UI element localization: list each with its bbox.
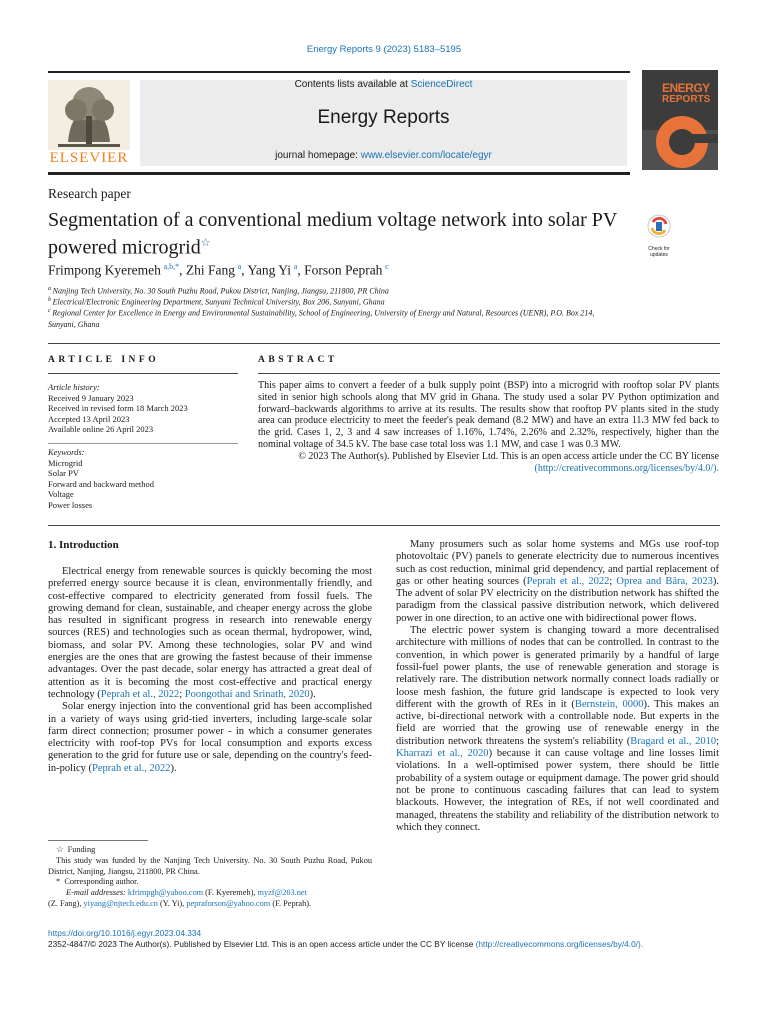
footnote-mark: ☆ [56,845,64,854]
author-affil-mark[interactable]: a,b,* [163,262,180,271]
email-link[interactable]: myzf@263.net [257,888,307,898]
sciencedirect-link[interactable]: ScienceDirect [410,79,473,90]
article-title-text: Segmentation of a conventional medium voltage network into solar PV powered microgrid [48,209,617,259]
header-rule-top [48,71,630,73]
affiliation-text: Nanjing Tech University, No. 30 South Puzhu Road, Pukou District, Nanjing, Jiangsu, 211800, PR China [52,286,389,296]
abstract-text [258,380,719,474]
affiliation-mark: a [48,286,51,292]
citation-link[interactable]: Bernstein, 0000 [574,698,644,710]
journal-citation[interactable]: Energy Reports 9 (2023) 5183–5195 [306,44,462,55]
corresponding-text: Corresponding author. [64,877,139,887]
footnote-rule [48,840,148,841]
abstract-heading: ABSTRACT [258,355,338,365]
copyright-text: © 2023 The Author(s). Published by Elsevier Ltd. This is an open access article under the CC BY license [298,450,719,462]
paragraph-text: ). This makes an active, bi-directional network with a controllable node. But experts in the field are worried that the growing use of renewable energy in the distribution network threatens the system's reliability ( [396,698,719,747]
abstract-copyright [258,451,719,475]
article-info-heading: ARTICLE INFO [48,355,160,365]
article-type: Research paper [48,186,131,201]
keywords-label: Keywords: [48,447,85,457]
abstract-body: This paper aims to convert a feeder of a bulk supply point (BSP) into a microgrid with rooftop solar PV plants sited in senior high schools along that MV grid in Ghana. The study used a solar PV Python optimization and forward–backwards algorithms to arrive at its results. The results show that rooftop PV plants sited in the study area can produce electricity to meet the feeder's peak demand (8.2 MW) and have an extra 11.3 MW fed back to the grid. Cases 1, 2, 3 and 4 saw increases of 1.16%, 1.74%, 2.26% and 2.32%, respectively, higher than the nominal voltage of 34.5 kV. The base case total loss was 1.1 MW, and case 1 was 0.3 MW. [258,380,719,450]
article-title [48,209,638,260]
history-item: Received 9 January 2023 [48,392,134,403]
footnote-mark: * [56,877,61,887]
keyword: Voltage [48,489,74,500]
footnotes [48,845,372,910]
article-history [48,382,248,435]
contents-line [140,79,627,90]
cover-title-2: REPORTS [662,94,711,105]
journal-title: Energy Reports [317,107,450,128]
doi-link[interactable]: https://doi.org/10.1016/j.egyr.2023.04.334 [48,928,202,938]
check-for-updates-badge[interactable] [641,213,677,258]
author-affil-mark[interactable]: a [237,262,242,271]
intro-paragraph: Electrical energy from renewable sources is quickly becoming the most preferred energy source because it is clean, environmentally friendly, and cost-effective compared to electricity generated from fossil fuels. The growing demand for clean, sustainable, and cheaper energy across the globe has resulted in significant progress in research into renewable energy sources (RES) and technologies such as ocean thermal, hydropower, wind, biomass, and solar PV. Among these technologies, solar PV and wind energies are the ones that are growing the fastest because of their immense advantages. Over the past decade, solar energy has attracted a great deal of attention as it is becoming the most cost-effective and practical energy technology (Peprah et al., 2022; Poongothai and Srinath, 2020). [48,566,372,700]
citation-link[interactable]: Bragard et al., 2010 [630,735,717,747]
citation-link[interactable]: Poongothai and Srinath, 2020 [184,688,310,700]
history-item: Received in revised form 18 March 2023 [48,403,188,414]
paragraph-text: ). The advent of solar PV electricity on the distribution network has shifted the paradigm from the classical passive distribution network, which delivered power in one direction, to an active one with bidirectional power flows. [396,575,719,624]
author-name[interactable]: Frimpong Kyeremeh [48,262,161,278]
intro-paragraph: Solar energy injection into the conventional grid has been accomplished in a variety of ways using grid-tied inverters, including large-scale solar farm direct connection; prosumer power - in which a consumer generates electricity with roof-top PVs for local consumption and exports excess generation to the grid for future use or sale, depending on the country's feed-in-policy (Peprah et al., 2022). [48,701,372,774]
paragraph-text: ) because it can cause voltage and line losses limit violations. In a well-optimised power system, there should be little probability of a system outage or equipment damage. The power grid should not be prone to continuous cascading failures that can lead to system blackouts. However, the integration of REs, if not well coordinated and managed, threatens the stability and reliability of the distribution network to which they connect. [396,748,719,833]
issn-text: 2352-4847/© 2023 The Author(s). Published by Elsevier Ltd. This is an open access article under the CC BY license [48,939,474,949]
intro-heading: 1. Introduction [48,539,119,551]
affiliation [48,306,623,330]
author-list: Frimpong Kyeremeh $^{a,b,*}$, Zhi Fang $^a$, Yang Yi $^a$, Forson Peprah $^c$ [48,262,389,278]
paragraph-text: The electric power system is changing toward a more decentralised architecture with millions of nodes that can be controlled. In contrast to the convention, in which power is generated primarily by a handful of large fossil-fuel power plants, the use of renewable generation and storage is relatively rare. The distribution network normally connect loads radially or loose mesh fashion, the future grid landscape is expected to look very different with the growth of REs in it ( [396,625,719,710]
email-link[interactable]: pepraforson@yahoo.com [186,898,271,908]
intro-column-2 [396,539,719,834]
corresponding-footnote [48,877,372,888]
history-item: Accepted 13 April 2023 [48,413,130,424]
citation-link[interactable]: Peprah et al., 2022 [100,688,180,700]
elsevier-logo [48,80,130,166]
paragraph-text: Solar energy injection into the conventional grid has been accomplished in a variety of ways using grid-tied inverters, including large-scale solar farm direct connection; prosumer power - in which a consumer generates electricity with roof-top PVs for local consumption and exports excess generation to the grid for future use or sale, depending on the country's feed-in-policy ( [48,701,372,774]
affiliation-mark: c [48,308,51,314]
citation-link[interactable]: Peprah et al., 2022 [526,575,610,587]
email-label: E-mail addresses: [66,888,126,898]
issn-line [48,939,728,949]
paragraph-text: Electrical energy from renewable sources is quickly becoming the most preferred energy source because it is clean, environmentally friendly, and cost-effective compared to electricity generated from fossil fuels. The growing demand for clean, sustainable, and cheaper energy across the globe has resulted in significant progress in research into renewable energy sources (RES) and technologies such as ocean thermal, hydropower, wind, biomass, and solar PV. Among these technologies, solar PV and wind energies are the ones that are growing the fastest because of their immense advantages. Over the past decade, solar energy has attracted a great deal of attention as it is becoming the most cost-effective and practical energy technology ( [48,566,372,700]
section-divider [48,525,720,526]
journal-cover [642,70,718,170]
email-owner: (F. Peprah). [272,898,312,908]
keyword: Forward and backward method [48,478,154,489]
history-item: Available online 26 April 2023 [48,424,154,435]
journal-homepage [140,150,627,161]
citation-link[interactable]: Kharrazi et al., 2020 [396,748,489,760]
intro-paragraph: The electric power system is changing toward a more decentralised architecture with millions of nodes that can be controlled. In contrast to the convention, in which power is generated primarily by a handful of large fossil-fuel power plants, the use of renewable generation and storage is relatively rare. The distribution network normally connect loads radially or loose mesh fashion, the future grid landscape is expected to look very different with the growth of REs in it (Bernstein, 0000). This makes an active, bi-directional network with a controllable node. But experts in the field are worried that the growing use of renewable energy in the distribution network threatens the system's reliability (Bragard et al., 2010; Kharrazi et al., 2020) because it can cause voltage and line losses limit violations. In a well-optimised power system, there should be little probability of a system outage or equipment damage. The power grid should not be prone to continuous cascading failures that can lead to system blackouts. However, the integration of REs, if not well coordinated and managed, threatens the stability and reliability of the distribution network to which they connect. [396,625,719,833]
license-link[interactable]: (http://creativecommons.org/licenses/by/4.0/). [475,939,644,949]
intro-column-1 [48,566,372,775]
keyword: Solar PV [48,468,79,479]
cover-title-1: ENERGY [662,81,710,95]
keyword: Power losses [48,499,93,510]
email-footnote [48,888,372,899]
email-owner: (Z. Fang), [48,898,82,908]
homepage-prefix: journal homepage: [275,150,361,161]
affiliation-text: Regional Center for Excellence in Energy and Environmental Sustainability, School of Engineering, University of Energy and Natural, Resources (UENR), P.O. Box 214, Sunyani, Ghana [48,308,595,329]
author-affil-mark[interactable]: a [293,262,298,271]
abstract-rule [258,373,720,374]
author-name[interactable]: Forson Peprah [304,262,383,278]
keyword: Microgrid [48,457,83,468]
elsevier-wordmark: ELSEVIER [49,150,129,166]
paragraph-text: Many prosumers such as solar home systems and MGs use roof-top photovoltaic (PV) panels to generate electricity due to numerous incentives such as cost reduction, minimal grid dependency, and partial replacement of gas or other heating sources ( [396,539,719,587]
author-affil-mark[interactable]: c [385,262,389,271]
author-name[interactable]: Yang Yi [247,262,292,278]
title-footnote-mark[interactable]: ☆ [200,237,211,249]
license-link[interactable]: (http://creativecommons.org/licenses/by/4.0/). [534,462,719,474]
affiliation-mark: b [48,297,51,303]
contents-prefix: Contents lists available at [294,79,411,90]
history-label: Article history: [48,382,100,392]
affiliation-text: Electrical/Electronic Engineering Department, Sunyani Technical University, Box 206, Sunyani, Ghana [52,297,385,307]
keywords [48,447,248,511]
section-divider [48,343,720,344]
citation-link[interactable]: Oprea and Bâra, 2023 [616,575,713,587]
author-name[interactable]: Zhi Fang [185,262,235,278]
email-footnote-cont [48,899,372,910]
check-for-updates-label: Check for updates [648,246,670,258]
email-link[interactable]: yiyang@njtech.edu.cn [83,898,158,908]
homepage-link[interactable]: www.elsevier.com/locate/egyr [360,150,492,161]
article-info-rule-inner [48,443,238,444]
header-rule-bottom [48,172,630,175]
citation-link[interactable]: Peprah et al., 2022 [92,762,171,774]
intro-paragraph: Many prosumers such as solar home systems and MGs use roof-top photovoltaic (PV) panels to generate electricity due to numerous incentives such as cost reduction, minimal grid dependency, and partial replacement of gas or other heating sources (Peprah et al., 2022; Oprea and Bâra, 2023). The advent of solar PV electricity on the distribution network has shifted the paradigm from the classical passive distribution network, which delivered power in one direction, to an active one with bidirectional power flows. [396,539,719,624]
email-link[interactable]: kfrimpgh@yahoo.com [127,888,204,898]
article-info-rule [48,373,238,374]
email-owner: (Y. Yi), [160,898,185,908]
funding-text: This study was funded by the Nanjing Tech University. No. 30 South Puzhu Road, Pukou District, Nanjing, Jiangsu, 211800, PR China. [48,855,372,876]
email-owner: (F. Kyeremeh), [205,888,256,898]
funding-label: Funding [67,845,96,854]
funding-footnote [48,845,372,856]
